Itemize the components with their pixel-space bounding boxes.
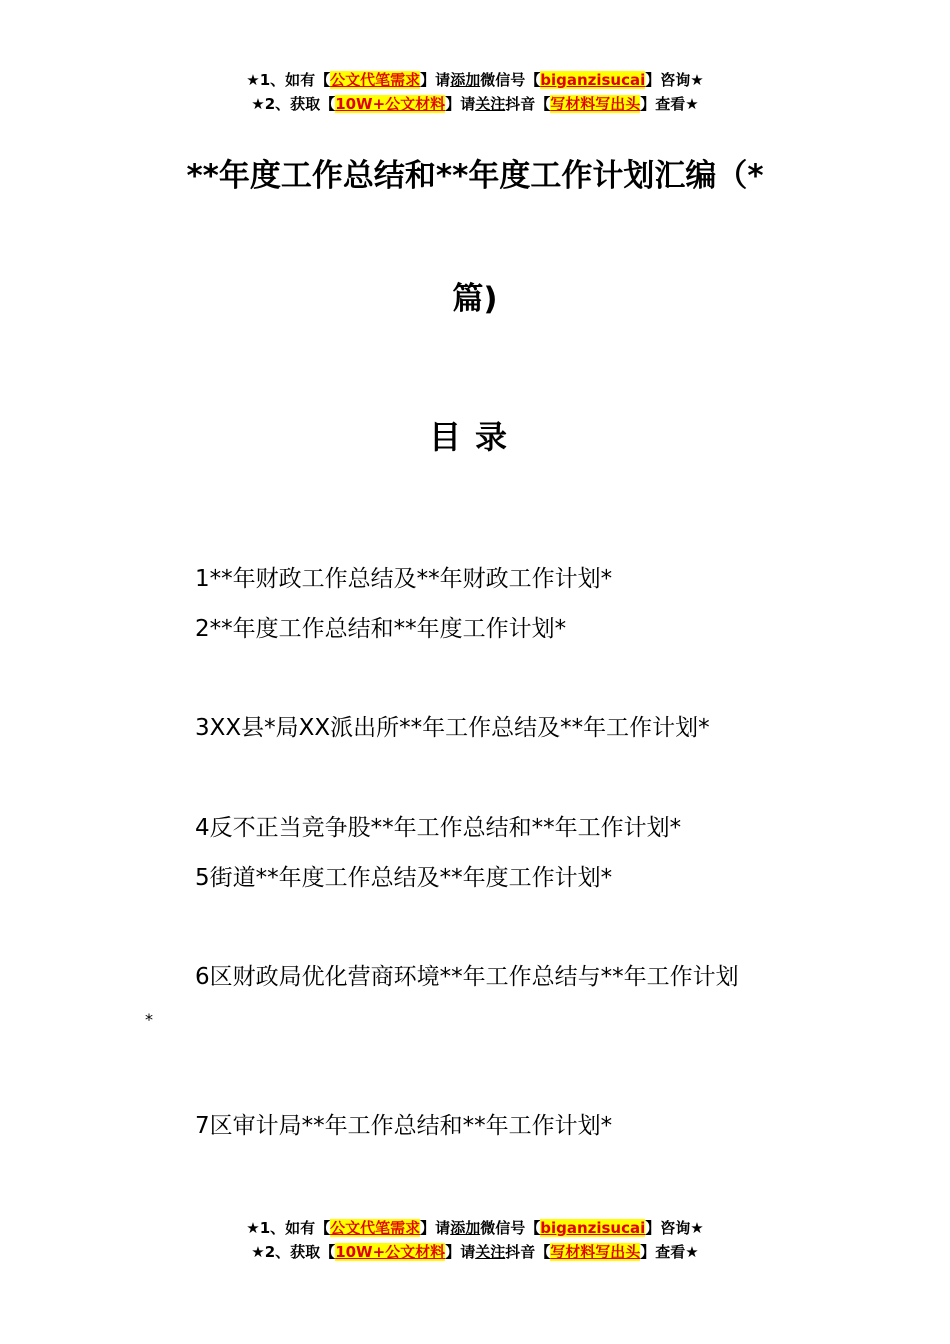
banner-underlined-text: 添加 (450, 1219, 481, 1237)
banner-text: 】请 (445, 95, 476, 113)
toc-item-1: 1**年财政工作总结及**年财政工作计划* (195, 566, 613, 592)
banner-text: 】请 (420, 71, 451, 89)
banner-highlight: 10W+公文材料 (335, 1243, 446, 1261)
banner-highlight: 写材料写出头 (550, 95, 641, 113)
banner-text: 微信号【 (480, 1219, 541, 1237)
banner-line-1 (0, 68, 950, 92)
toc-item-3: 3XX县*局XX派出所**年工作总结及**年工作计划* (195, 715, 710, 741)
toc-item-2: 2**年度工作总结和**年度工作计划* (195, 616, 567, 642)
banner-text: 】请 (445, 1243, 476, 1261)
toc-item-7: 7区审计局**年工作总结和**年工作计划* (195, 1113, 613, 1139)
banner-text: 微信号【 (480, 71, 541, 89)
banner-line-2 (0, 92, 950, 116)
banner-highlight: biganzisucai (540, 71, 646, 89)
banner-text: ★2、获取【 (251, 1243, 336, 1261)
banner-text: 】查看★ (640, 1243, 699, 1261)
banner-text: 抖音【 (505, 95, 551, 113)
banner-text: ★1、如有【 (246, 1219, 331, 1237)
banner-underlined-text: 关注 (475, 95, 506, 113)
toc-heading: 目录 (428, 418, 521, 456)
banner-highlight: 公文代笔需求 (330, 1219, 421, 1237)
top-banner (0, 68, 950, 116)
document-title-line-2: 篇) (452, 281, 498, 317)
banner-text: 】查看★ (640, 95, 699, 113)
banner-line-1 (0, 1216, 950, 1240)
banner-highlight: biganzisucai (540, 1219, 646, 1237)
banner-highlight: 写材料写出头 (550, 1243, 641, 1261)
banner-text: 抖音【 (505, 1243, 551, 1261)
toc-item-5: 5街道**年度工作总结及**年度工作计划* (195, 865, 613, 891)
banner-highlight: 10W+公文材料 (335, 95, 446, 113)
banner-text: 】请 (420, 1219, 451, 1237)
banner-line-2 (0, 1240, 950, 1264)
banner-highlight: 公文代笔需求 (330, 71, 421, 89)
banner-text: 】咨询★ (645, 71, 704, 89)
banner-underlined-text: 关注 (475, 1243, 506, 1261)
toc-item-6-continuation: * (145, 1010, 153, 1029)
bottom-banner (0, 1216, 950, 1264)
banner-underlined-text: 添加 (450, 71, 481, 89)
banner-text: 】咨询★ (645, 1219, 704, 1237)
banner-text: ★2、获取【 (251, 95, 336, 113)
toc-item-6: 6区财政局优化营商环境**年工作总结与**年工作计划 (195, 964, 739, 990)
banner-text: ★1、如有【 (246, 71, 331, 89)
toc-item-4: 4反不正当竞争股**年工作总结和**年工作计划* (195, 815, 682, 841)
document-title-line-1: **年度工作总结和**年度工作计划汇编（* (186, 158, 764, 194)
